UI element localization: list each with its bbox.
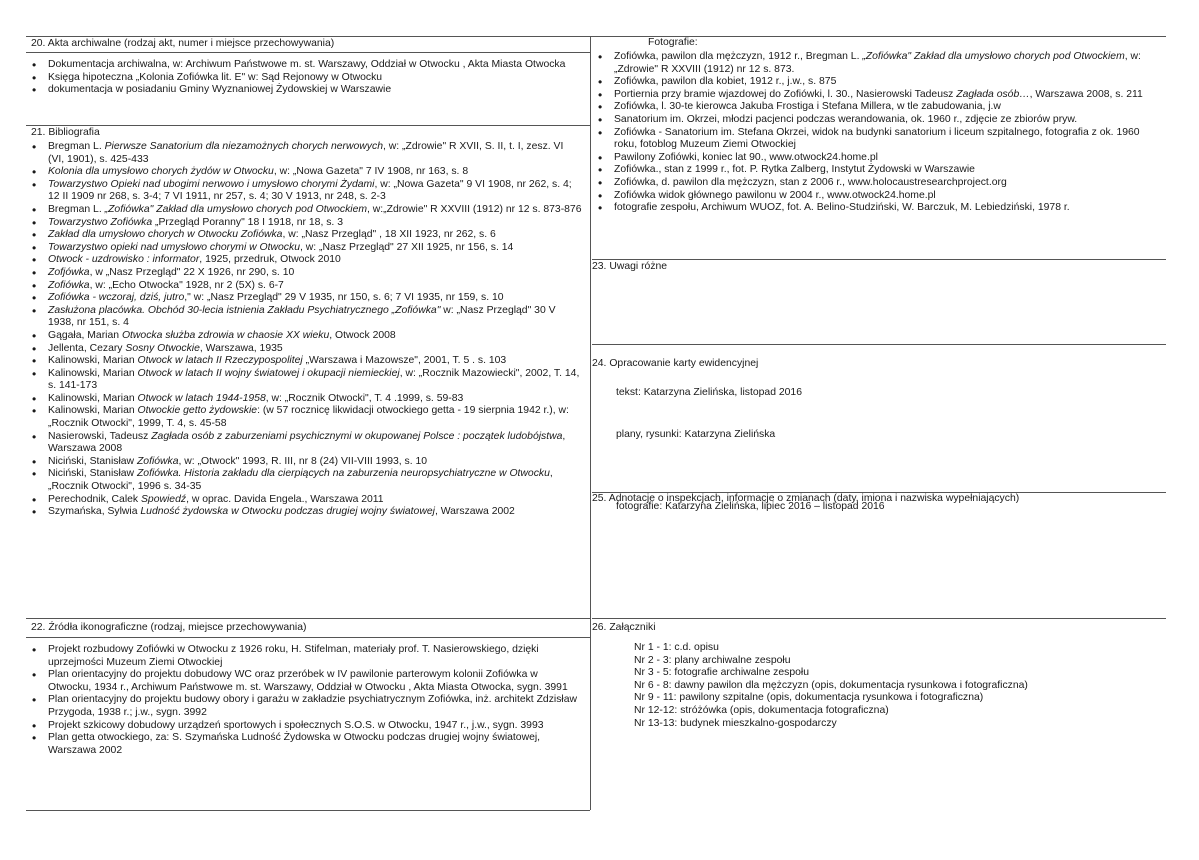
photos-heading: Fotografie:	[648, 37, 698, 48]
photograph-item	[592, 127, 1158, 152]
iconographic-sources-list	[26, 644, 586, 757]
photographs-list	[592, 51, 1158, 215]
entry-text: Bregman L.	[48, 141, 105, 152]
entry-title: Otwock - uzdrowisko : informator	[48, 254, 200, 266]
entry-text: , w:„Zdrowie" R XXVIII (1912) nr 12 s. 873-876	[367, 203, 582, 215]
bibliography-item	[26, 431, 586, 456]
archive-record-item: • Dokumentacja archiwalna, w: Archiwum Państwowe m. st. Warszawy, Oddział w Otwocku , Akta Miasta Otwocka	[26, 59, 586, 72]
section-22	[26, 622, 590, 756]
attachment-item: Nr 12-12: stróżówka (opis, dokumentacja fotograficzna)	[634, 704, 889, 716]
attachment-item: Nr 1 - 1: c.d. opisu	[634, 642, 719, 653]
entry-title: Towarzystwo Opieki nad ubogimi nerwowo i umysłowo chorymi Żydami	[48, 178, 375, 190]
entry-text: , 1925, przedruk, Otwock 2010	[199, 254, 341, 266]
attachment-item: Nr 3 - 5: fotografie archiwalne zespołu	[634, 667, 809, 679]
entry-text: , w: „Rocznik Otwocki", T. 4 .1999, s. 59-83	[265, 392, 464, 404]
iconographic-source-item: • Plan getta otwockiego, za: S. Szymańska Ludność Żydowska w Otwocku podczas drugiej wojny światowej, Warszawa 2002	[26, 732, 586, 757]
entry-title: Otwocka służba zdrowia w chaosie XX wieku	[121, 329, 330, 341]
attachment-item: Nr 13-13: budynek mieszkalno-gospodarczy	[634, 717, 837, 729]
bibliography-item	[26, 305, 586, 330]
photograph-item	[592, 177, 1158, 190]
entry-text: Portiernia przy bramie wjazdowej do Zofiówki, l. 30., Nasierowski Tadeusz	[614, 88, 957, 100]
section-26-heading: 26. Załączniki	[592, 622, 656, 633]
entry-text: Niciński, Stanisław	[48, 455, 137, 467]
entry-title: Towarzystwo opieki nad umysłowo chorymi w Otwocku	[48, 241, 300, 253]
entry-text: , w: „Nasz Przegląd" , 18 XII 1923, nr 262, s. 6	[282, 229, 496, 241]
entry-text: , w: „Echo Otwocka" 1928, nr 2 (5X) s. 6-7	[89, 279, 284, 291]
entry-text: Zofiówka, d. pawilon dla mężczyzn, stan z 2006 r., www.holocaustresearchproject.org	[614, 176, 1007, 188]
entry-title: Zagłada osób z zaburzeniami psychicznymi w okupowanej Polsce : początek ludobójstwa	[151, 430, 563, 442]
entry-text: Sanatorium im. Okrzei, młodzi pacjenci podczas werandowania, ok. 1960 r., zdjęcie ze zbiorów pryw.	[614, 113, 1078, 125]
entry-text: Niciński, Stanisław	[48, 468, 137, 480]
entry-text: Zofiówka - Sanatorium im. Stefana Okrzei, widok na budynki sanatorium i liceum szpitalnego, fotografia z ok. 1960 roku, fotoblog Muzeum Ziemi Otwockiej	[614, 126, 1140, 151]
section-22-heading: 22. Źródła ikonograficzne (rodzaj, miejsce przechowywania)	[31, 622, 307, 633]
entry-title: Pierwsze Sanatorium dla niezamożnych chorych nerwowych	[104, 141, 383, 152]
entry-text: , w: „Nowa Gazeta" 7 IV 1908, nr 163, s. 8	[273, 166, 469, 178]
photograph-item	[592, 190, 1158, 203]
entry-title: Otwock w latach 1944-1958	[137, 392, 266, 404]
section-26	[592, 622, 1166, 729]
photograph-item	[592, 101, 1158, 114]
section-divider-23-24	[592, 344, 1166, 345]
section-25-heading: 25. Adnotacje o inspekcjach, informacje o zmianach (daty, imiona i nazwiska wypełniających)	[592, 493, 1020, 504]
attachment-item: Nr 9 - 11: pawilony szpitalne (opis, dokumentacja rysunkowa i fotograficzna)	[634, 692, 984, 704]
entry-text: , w „Nasz Przegląd" 22 X 1926, nr 290, s. 10	[89, 266, 295, 278]
entry-text: , w: „Nowa Gazeta" 9 VI 1908, nr 262, s. 4; 12 II 1909 nr 268, s. 3-4; 7 VI 1911, nr 257, s. 4; 30 V 1913, nr 248, s. 2-3	[48, 178, 572, 203]
section-21	[26, 127, 590, 518]
entry-title: „Zofiówka" Zakład dla umysłowo chorych pod Otwockiem	[862, 51, 1125, 62]
entry-text: Zofiówka, pawilon dla kobiet, 1912 r., j.w., s. 875	[614, 76, 837, 88]
bibliography-list	[26, 141, 586, 519]
bibliography-item	[26, 468, 586, 493]
entry-title: Otwock w latach II Rzeczypospolitej	[137, 355, 303, 367]
bibliography-item	[26, 330, 586, 343]
entry-title: Towarzystwo Zofiówka	[48, 216, 153, 228]
archive-record-item: • Księga hipoteczna „Kolonia Zofiówka lit. E" w: Sąd Rejonowy w Otwocku	[26, 72, 586, 85]
section-22-underline	[26, 637, 590, 638]
section-divider-21-22	[26, 618, 590, 619]
author-photos: fotografie: Katarzyna Zielińska, lipiec 2016 – listopad 2016	[616, 501, 885, 512]
bibliography-item	[26, 355, 586, 368]
section-25	[592, 493, 1166, 506]
entry-title: Zofiówka	[136, 455, 179, 467]
bibliography-item	[26, 494, 586, 507]
entry-text: w: „Nasz Przegląd" 30 V 1938, nr 151, s. 4	[48, 304, 556, 329]
photograph-item	[592, 152, 1158, 165]
photos-section	[592, 37, 1166, 214]
section-divider-20-21	[26, 125, 590, 126]
entry-title: Otwock w latach II wojny światowej i okupacji niemieckiej	[137, 367, 400, 379]
entry-text: Kalinowski, Marian	[48, 367, 138, 379]
entry-text: „Warszawa i Mazowsze", 2001, T. 5 . s. 103	[302, 355, 507, 367]
entry-title: „Zofiówka" Zakład dla umysłowo chorych pod Otwockiem	[104, 203, 368, 215]
entry-title: Zofiówka	[48, 279, 90, 291]
entry-text: : (w 57 rocznicę likwidacji otwockiego getta - 19 sierpnia 1942 r.), w: „Rocznik Otwocki", 1999, T. 4, s. 45-58	[48, 405, 569, 430]
bibliography-item	[26, 141, 586, 166]
photograph-item	[592, 76, 1158, 89]
bibliography-item	[26, 405, 586, 430]
entry-text: Jellenta, Cezary	[48, 342, 126, 354]
entry-text: Kalinowski, Marian	[48, 405, 138, 417]
entry-title: Ludność żydowska w Otwocku podczas drugiej wojny światowej	[140, 506, 435, 518]
archive-records-list	[26, 59, 586, 97]
attachment-item: Nr 2 - 3: plany archiwalne zespołu	[634, 654, 791, 666]
entry-title: Zofiówka. Historia zakładu dla cierpiących na zaburzenia neuropsychiatryczne w Otwocku	[136, 468, 550, 480]
entry-text: , w oprac. Davida Engela., Warszawa 2011	[186, 493, 384, 505]
entry-text: Gągała, Marian	[48, 329, 122, 341]
section-24-heading: 24. Opracowanie karty ewidencyjnej	[592, 358, 759, 369]
bibliography-item	[26, 166, 586, 179]
entry-text: Nasierowski, Tadeusz	[48, 430, 152, 442]
entry-text: fotografie zespołu, Archiwum WUOZ, fot. A. Belino-Studziński, W. Barczuk, M. Lebiedziński, 1978 r.	[614, 202, 1070, 214]
entry-title: Sosny Otwockie	[125, 342, 200, 354]
entry-text: Pawilony Zofiówki, koniec lat 90., www.otwock24.home.pl	[614, 151, 878, 163]
author-text: tekst: Katarzyna Zielińska, listopad 2016	[616, 387, 802, 398]
bibliography-item	[26, 242, 586, 255]
entry-text: ," w: „Nasz Przegląd" 29 V 1935, nr 150, s. 6; 7 VI 1935, nr 159, s. 10	[184, 292, 504, 304]
column-divider	[590, 36, 591, 810]
entry-text: Zofiówka, pawilon dla mężczyzn, 1912 r., Bregman L.	[614, 51, 863, 62]
iconographic-source-item: • Plan orientacyjny do projektu dobudowy WC oraz przeróbek w IV pawilonie parterowym kolonii Zofiówka w Otwocku, 1934 r., Archiwum Państwowe m. st. Warszawy, Oddział w Otwocku , Akta Miasta Otwocka, sygn. 3991	[26, 669, 586, 694]
entry-text: Kalinowski, Marian	[48, 392, 138, 404]
entry-text: , Otwock 2008	[329, 329, 396, 341]
entry-text: , Warszawa 2002	[434, 506, 515, 518]
iconographic-source-item: • Projekt rozbudowy Zofiówki w Otwocku z 1926 roku, H. Stifelman, materiały prof. T. Nasierowskiego, dzięki uprzejmości Muzeum Ziemi Otwockiej	[26, 644, 586, 669]
entry-text: , Warszawa 2008, s. 211	[1029, 88, 1143, 100]
bibliography-item	[26, 343, 586, 356]
entry-text: , „Rocznik Otwocki", 1996 s. 34-35	[48, 468, 553, 493]
attachments-list	[612, 642, 1152, 730]
entry-title: Zakład dla umysłowo chorych w Otwocku Zofiówka	[48, 229, 283, 241]
entry-text: Zofiówka widok głównego pawilonu w 2004 r., www.otwock24.home.pl	[614, 189, 936, 201]
bibliography-item	[26, 292, 586, 305]
iconographic-source-item: • Plan orientacyjny do projektu budowy obory i garażu w zakładzie psychiatrycznym Zofiówka, inż. architekt Zdzisław Przygoda, 1938 r.; j.w., sygn. 3992	[26, 694, 586, 719]
entry-text: , Warszawa, 1935	[199, 342, 283, 354]
photograph-item	[592, 164, 1158, 177]
section-20-underline	[26, 52, 590, 53]
section-23-heading: 23. Uwagi różne	[592, 261, 668, 272]
bibliography-item	[26, 204, 586, 217]
entry-title: Zofjówka	[48, 266, 90, 278]
entry-text: Szymańska, Sylwia	[48, 506, 141, 518]
bibliography-item	[26, 280, 586, 293]
bibliography-item	[26, 267, 586, 280]
section-20-heading: 20. Akta archiwalne (rodzaj akt, numer i miejsce przechowywania)	[31, 38, 335, 49]
entry-title: Kolonia dla umysłowo chorych żydów w Otwocku	[48, 166, 274, 178]
section-divider-photos-23	[592, 259, 1166, 260]
bibliography-item	[26, 179, 586, 204]
entry-text: , w:„Zdrowie" R XXVIII (1912) nr 12 s. 873.	[614, 51, 1141, 75]
bibliography-item	[26, 393, 586, 406]
bibliography-item	[26, 506, 586, 519]
entry-text: , w: „Rocznik Mazowiecki", 2002, T. 14, s. 141-173	[48, 367, 580, 392]
bottom-border-line	[26, 810, 590, 811]
bibliography-item	[26, 368, 586, 393]
entry-title: Spowiedź	[141, 493, 187, 505]
section-23	[592, 261, 1166, 274]
entry-text: „Przegląd Poranny" 18 I 1918, nr 18, s. 3	[152, 216, 343, 228]
entry-text: , w: „Otwock" 1993, R. III, nr 8 (24) VII-VIII 1993, s. 10	[178, 455, 428, 467]
entry-text: Bregman L.	[48, 203, 105, 215]
section-21-heading: 21. Bibliografia	[31, 127, 100, 138]
entry-text: , Warszawa 2008	[48, 430, 566, 455]
photograph-item	[592, 89, 1158, 102]
bibliography-item	[26, 254, 586, 267]
entry-text: Kalinowski, Marian	[48, 355, 138, 367]
entry-text: Zofiówka., stan z 1999 r., fot. P. Rytka Zalberg, Instytut Żydowski w Warszawie	[614, 164, 975, 176]
attachment-item: Nr 6 - 8: dawny pawilon dla mężczyzn (opis, dokumentacja rysunkowa i fotograficzna)	[634, 679, 1028, 691]
bibliography-item	[26, 217, 586, 230]
entry-text: , w: „Zdrowie" R XVII, S. II, t. I, zesz. VI (VI, 1901), s. 425-433	[48, 141, 564, 165]
photograph-item	[592, 114, 1158, 127]
entry-title: Zofiówka - wczoraj, dziś, jutro	[48, 292, 185, 304]
entry-text: Zofiówka, l. 30-te kierowca Jakuba Frostiga i Stefana Millera, w tle zabudowania, j.w	[614, 101, 1001, 113]
entry-title: Otwockie getto żydowskie	[137, 405, 258, 417]
bibliography-item	[26, 229, 586, 242]
section-divider-25-26	[592, 618, 1166, 619]
entry-text: , w: „Nasz Przegląd" 27 XII 1925, nr 156, s. 14	[299, 241, 514, 253]
iconographic-source-item: • Projekt szkicowy dobudowy urządzeń sportowych i społecznych S.O.S. w Otwocku, 1947 r., j.w., sygn. 3993	[26, 720, 586, 733]
entry-title: Zasłużona placówka. Obchód 30-lecia istnienia Zakładu Psychiatrycznego „Zofiówka"	[48, 304, 441, 316]
photograph-item	[592, 51, 1158, 76]
bibliography-item	[26, 456, 586, 469]
entry-title: Zagłada osób…	[956, 88, 1030, 100]
photograph-item	[592, 202, 1158, 215]
archive-record-item: • dokumentacja w posiadaniu Gminy Wyznaniowej Żydowskiej w Warszawie	[26, 84, 586, 97]
entry-text: Perechodnik, Calek	[48, 493, 141, 505]
author-plans: plany, rysunki: Katarzyna Zielińska	[616, 429, 776, 440]
section-20	[26, 38, 590, 96]
